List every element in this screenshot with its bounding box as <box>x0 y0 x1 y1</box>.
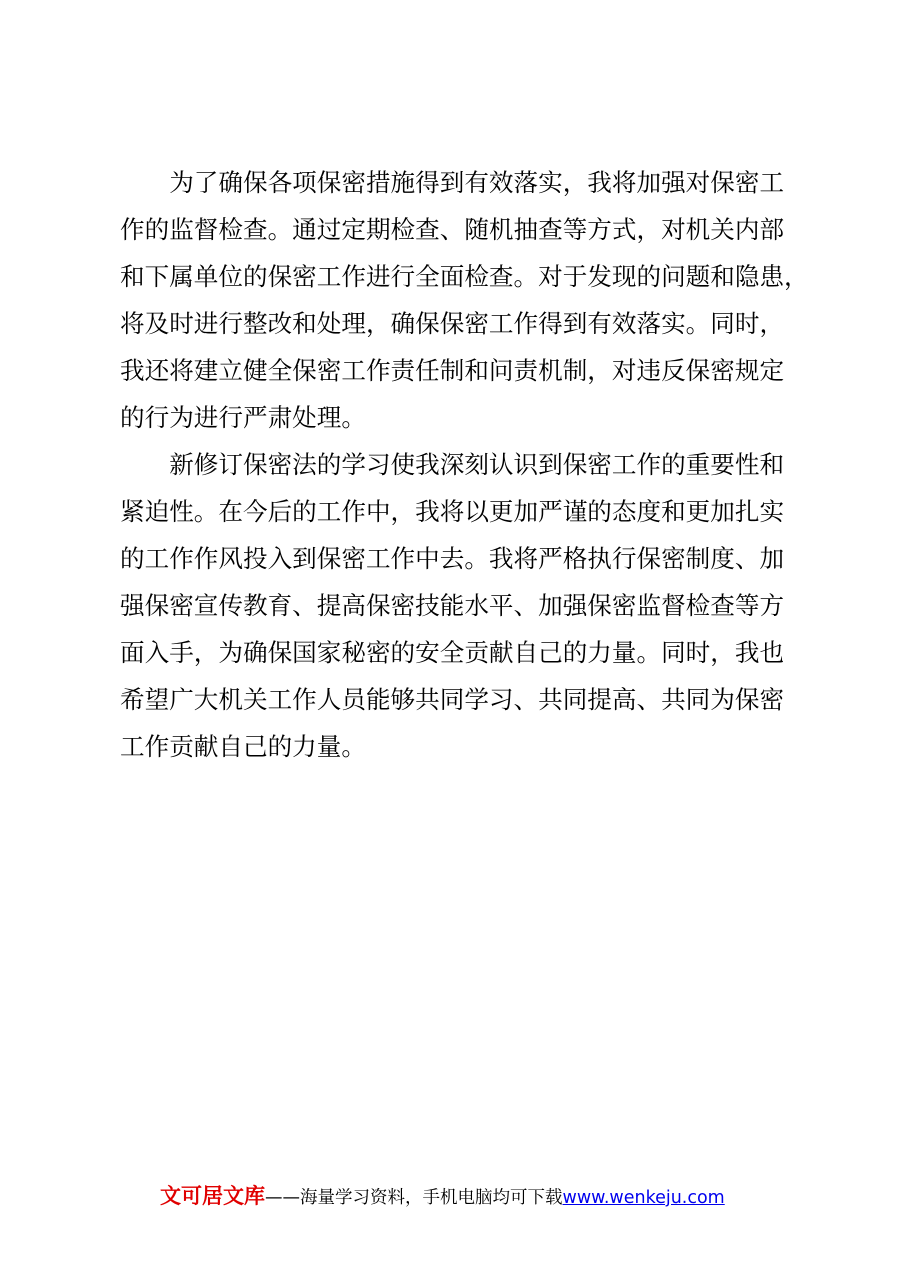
text-line: 的工作作风投入到保密工作中去。我将严格执行保密制度、加 <box>120 544 785 573</box>
footer-brand: 文可居文库 <box>160 1184 265 1208</box>
text-line: 我还将建立健全保密工作责任制和问责机制，对违反保密规定 <box>120 356 785 385</box>
text-line: 将及时进行整改和处理，确保保密工作得到有效落实。同时， <box>120 309 785 338</box>
page-footer <box>160 1180 800 1212</box>
text-line: 的行为进行严肃处理。 <box>120 403 366 432</box>
text-line: 和下属单位的保密工作进行全面检查。对于发现的问题和隐患， <box>120 262 809 291</box>
text-line: 新修订保密法的学习使我深刻认识到保密工作的重要性和 <box>120 450 785 479</box>
text-line: 作的监督检查。通过定期检查、随机抽查等方式，对机关内部 <box>120 215 785 244</box>
footer-link[interactable]: www.wenkeju.com <box>562 1188 725 1208</box>
footer-dash: —— <box>265 1188 300 1208</box>
text-line: 工作贡献自己的力量。 <box>120 732 366 761</box>
text-line: 希望广大机关工作人员能够共同学习、共同提高、共同为保密 <box>120 685 785 714</box>
text-line: 强保密宣传教育、提高保密技能水平、加强保密监督检查等方 <box>120 591 785 620</box>
text-line: 面入手，为确保国家秘密的安全贡献自己的力量。同时，我也 <box>120 638 785 667</box>
text-line: 为了确保各项保密措施得到有效落实，我将加强对保密工 <box>120 168 785 197</box>
text-line: 紧迫性。在今后的工作中，我将以更加严谨的态度和更加扎实 <box>120 497 785 526</box>
footer-tagline: 海量学习资料，手机电脑均可下载 <box>300 1188 563 1208</box>
